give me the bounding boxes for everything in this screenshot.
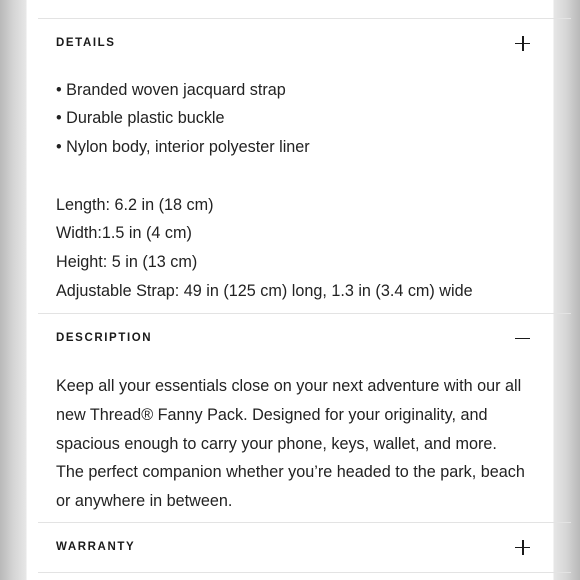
spec-height: Height: 5 in (13 cm): [56, 253, 198, 271]
product-info-panel: [27, 0, 553, 580]
description-text: Keep all your essentials close on your next adventure with our all new Thread® Fanny Pack. Designed for your originality, and spacious enough to carry your phone, keys, wallet, and more. The perfect companion whether you’re headed to the park, beach or anywhere in between.: [56, 377, 525, 511]
expand-plus-icon[interactable]: [515, 540, 530, 555]
divider: [38, 18, 571, 19]
collapse-minus-icon[interactable]: [515, 331, 530, 346]
details-bullet: • Branded woven jacquard strap: [56, 81, 286, 99]
details-bullet: • Durable plastic buckle: [56, 109, 225, 127]
details-title: DETAILS: [56, 37, 116, 49]
expand-plus-icon[interactable]: [515, 36, 530, 51]
spec-strap: Adjustable Strap: 49 in (125 cm) long, 1.3 in (3.4 cm) wide: [56, 282, 473, 300]
details-header[interactable]: [56, 30, 530, 56]
divider: [38, 522, 571, 523]
warranty-header[interactable]: [56, 534, 530, 560]
description-title: DESCRIPTION: [56, 332, 153, 344]
divider: [38, 313, 571, 314]
details-bullet: • Nylon body, interior polyester liner: [56, 138, 310, 156]
description-header[interactable]: [56, 325, 530, 351]
spec-width: Width:1.5 in (4 cm): [56, 224, 192, 242]
spec-length: Length: 6.2 in (18 cm): [56, 196, 214, 214]
warranty-title: WARRANTY: [56, 541, 136, 553]
divider: [38, 572, 571, 573]
